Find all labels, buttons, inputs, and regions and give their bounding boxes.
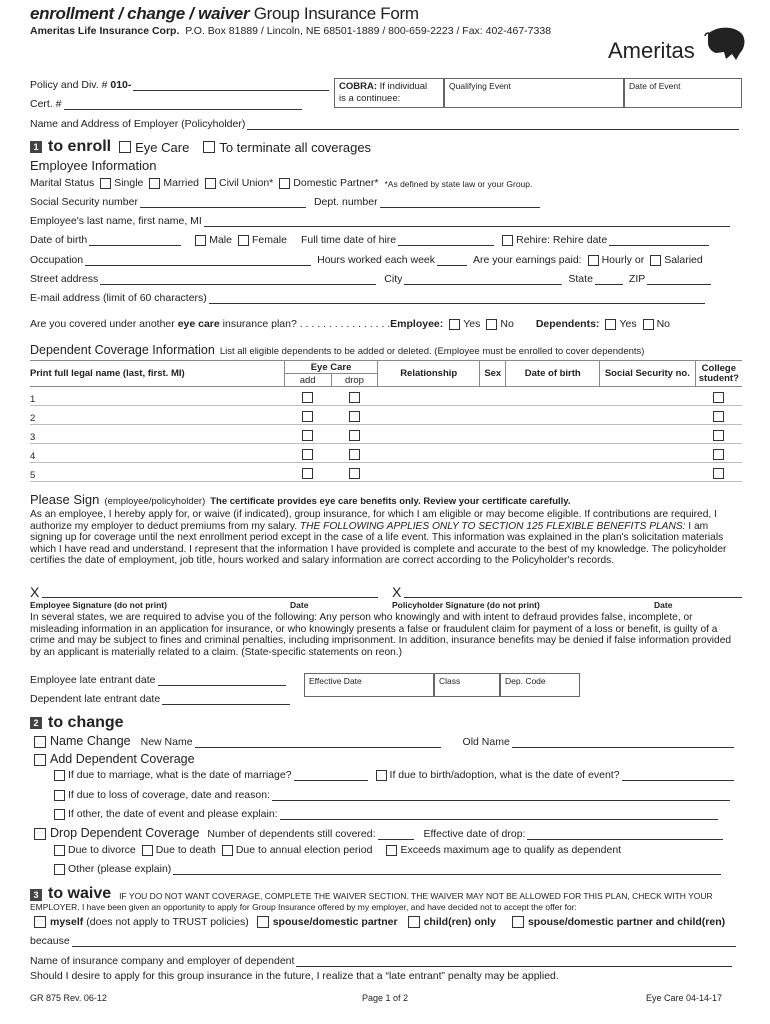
divorce-label: Due to divorce: [68, 844, 136, 856]
date-of-event-box[interactable]: [624, 78, 742, 108]
ssn-cell[interactable]: [600, 444, 696, 463]
company-line: [30, 25, 551, 37]
lastname-label: Employee's last name, first name, MI: [30, 215, 202, 227]
dept-label: Dept. number: [313, 196, 378, 208]
email-label: E-mail address (limit of 60 characters): [30, 292, 207, 304]
employee-late-label: Employee late entrant date: [30, 674, 156, 686]
marriage-row: [50, 769, 736, 781]
policy-field[interactable]: [133, 80, 329, 91]
form-title: [30, 4, 419, 24]
class-box[interactable]: [434, 673, 500, 697]
drop-dependent-row: [30, 826, 725, 840]
dependent-late-row: [30, 693, 292, 705]
state-label: State: [568, 273, 593, 285]
ssn-field[interactable]: [140, 197, 306, 208]
policyholder-date-caption: Date: [654, 600, 673, 610]
street-field[interactable]: [100, 274, 376, 285]
rehire-label: Rehire: Rehire date: [516, 234, 608, 246]
drop-dependent-label: Drop Dependent Coverage: [50, 826, 200, 840]
dep-drop-checkbox[interactable]: [349, 468, 360, 479]
name-change-row: [30, 734, 736, 748]
married-label: Married: [163, 177, 199, 189]
bison-icon: [608, 26, 748, 66]
birth-label: If due to birth/adoption, what is the date of event?: [389, 769, 620, 781]
because-field[interactable]: [72, 936, 736, 947]
ssn-cell[interactable]: [600, 387, 696, 406]
col-name: Print full legal name (last, first. MI): [30, 361, 284, 387]
waiver-options-row: [30, 916, 725, 928]
college-checkbox[interactable]: [713, 392, 724, 403]
hourly-checkbox[interactable]: [588, 255, 599, 266]
dep-drop-checkbox[interactable]: [349, 392, 360, 403]
policy-label: Policy and Div. #: [30, 79, 108, 91]
lastname-field[interactable]: [204, 216, 730, 227]
zip-label: ZIP: [628, 273, 646, 285]
college-checkbox[interactable]: [713, 449, 724, 460]
employee-late-row: [30, 674, 288, 686]
employee-date-caption: Date: [290, 600, 309, 610]
employer-row: [30, 118, 741, 130]
address-row: [30, 273, 713, 285]
cobra-label: COBRA:: [339, 81, 377, 92]
col-add: add: [284, 374, 331, 387]
sign-who: (employee/policyholder): [104, 496, 206, 507]
employee-late-field[interactable]: [158, 675, 286, 686]
annual-checkbox[interactable]: [222, 845, 233, 856]
dep-add-checkbox[interactable]: [302, 392, 313, 403]
section3-number: 3: [30, 889, 42, 901]
dependent-note: List all eligible dependents to be added or deleted. (Employee must be enrolled to cover dependents): [219, 346, 645, 357]
annual-label: Due to annual election period: [235, 844, 373, 856]
effective-drop-field[interactable]: [527, 829, 723, 840]
loss-row: [50, 789, 732, 801]
waiver-caps: IF YOU DO NOT WANT COVERAGE, COMPLETE THE WAIVER SECTION. THE WAIVER MAY NOT BE ALLOWED FOR THIS PLAN, CHECK WITH YOUR: [119, 891, 713, 901]
dependents-no-label: No: [656, 318, 671, 330]
section3-title: to waive: [48, 885, 112, 902]
employer-field[interactable]: [247, 119, 739, 130]
sex-cell[interactable]: [480, 463, 506, 482]
dep-name-cell[interactable]: [30, 444, 284, 463]
covered-q1: Are you covered under another: [30, 318, 175, 330]
relationship-cell[interactable]: [378, 406, 480, 425]
death-checkbox[interactable]: [142, 845, 153, 856]
effective-date-label: Effective Date: [309, 676, 362, 686]
covered-q3: insurance plan? . . . . . . . . . . . . . . . .: [222, 318, 391, 330]
relationship-cell[interactable]: [378, 387, 480, 406]
dob-field[interactable]: [89, 235, 181, 246]
male-label: Male: [209, 234, 232, 246]
section1-header: [30, 138, 371, 156]
company-address: P.O. Box 81889 / Lincoln, NE 68501-1889 / 800-659-2223 / Fax: 402-467-7338: [185, 25, 552, 37]
salaried-checkbox[interactable]: [650, 255, 661, 266]
street-label: Street address: [30, 273, 99, 285]
cobra-text2: is a continuee:: [339, 93, 401, 104]
other-explain-checkbox[interactable]: [54, 864, 65, 875]
single-checkbox[interactable]: [100, 178, 111, 189]
dep-code-box[interactable]: [500, 673, 580, 697]
sign-bold: The certificate provides eye care benefits only. Review your certificate carefully.: [210, 496, 571, 507]
row-number: 4: [30, 451, 36, 462]
dep-add-checkbox[interactable]: [302, 449, 313, 460]
relationship-cell[interactable]: [378, 444, 480, 463]
col-sex: Sex: [480, 361, 506, 387]
col-college: [695, 361, 742, 387]
col-drop: drop: [331, 374, 378, 387]
class-label: Class: [439, 676, 461, 686]
add-dependent-label: Add Dependent Coverage: [50, 752, 195, 766]
dob-row: [30, 234, 711, 246]
title-bold: enrollment / change / waiver: [30, 4, 250, 23]
authorization-paragraph: [30, 509, 742, 567]
drop-dependent-checkbox[interactable]: [34, 828, 46, 840]
myself-checkbox[interactable]: [34, 916, 46, 928]
section2-number: 2: [30, 717, 42, 729]
marriage-label: If due to marriage, what is the date of marriage?: [68, 769, 292, 781]
effective-date-box[interactable]: [304, 673, 434, 697]
employee-signature-caption: Employee Signature (do not print): [30, 600, 167, 610]
cobra-text1: If individual: [379, 81, 428, 92]
col-dob: Date of birth: [506, 361, 600, 387]
dependents-yes-label: Yes: [619, 318, 637, 330]
dob-label: Date of birth: [30, 234, 88, 246]
dep-name-cell[interactable]: [30, 425, 284, 444]
dep-drop-checkbox[interactable]: [349, 411, 360, 422]
drop-cell: [331, 425, 378, 444]
hours-label: Hours worked each week: [317, 254, 436, 266]
dep-drop-checkbox[interactable]: [349, 449, 360, 460]
dep-name-cell[interactable]: [30, 387, 284, 406]
dep-name-cell[interactable]: [30, 463, 284, 482]
employee-x: X: [30, 584, 40, 600]
city-label: City: [384, 273, 403, 285]
divorce-checkbox[interactable]: [54, 845, 65, 856]
col-relationship: Relationship: [378, 361, 480, 387]
domestic-partner-label: Domestic Partner*: [293, 177, 379, 189]
marital-label: Marital Status: [30, 177, 95, 189]
row-number: 2: [30, 413, 36, 424]
dependents-no-checkbox[interactable]: [643, 319, 654, 330]
name-change-checkbox[interactable]: [34, 736, 46, 748]
email-row: [30, 292, 707, 304]
cert-label: Cert. #: [30, 98, 62, 110]
col-college-1: College: [701, 362, 736, 374]
covered-q2: eye care: [177, 318, 220, 330]
col-college-2: student?: [698, 372, 739, 384]
waiver-line2: EMPLOYER. I have been given an opportunity to apply for Group Insurance offered by my employer, and have decided not to accept the offer for:: [30, 902, 577, 912]
section1-title: to enroll: [48, 138, 112, 155]
sex-cell[interactable]: [480, 387, 506, 406]
female-checkbox[interactable]: [238, 235, 249, 246]
form-page: [30, 0, 742, 1024]
title-rest: Group Insurance Form: [253, 4, 419, 23]
state-field[interactable]: [595, 274, 623, 285]
dependent-late-label: Dependent late entrant date: [30, 693, 161, 705]
other-row: [50, 808, 720, 820]
lastname-row: [30, 215, 732, 227]
employer-label: Name and Address of Employer (Policyholder): [30, 118, 246, 130]
female-label: Female: [251, 234, 287, 246]
num-deps-label: Number of dependents still covered:: [207, 828, 376, 840]
dept-field[interactable]: [380, 197, 540, 208]
college-checkbox[interactable]: [713, 430, 724, 441]
ins-company-row: [30, 955, 734, 967]
ssn-cell[interactable]: [600, 425, 696, 444]
hourly-label: Hourly or: [601, 254, 645, 266]
relationship-cell[interactable]: [378, 425, 480, 444]
cert-row: [30, 98, 304, 110]
drop-cell: [331, 463, 378, 482]
add-cell: [284, 425, 331, 444]
auth-text-1: As an employee, I hereby apply for, or waive (if indicated), group insurance, for which I am eligible or may become eligible. If contributions are required, I authorize my employer to deduct premiums from my salary.: [30, 509, 717, 532]
product-code: Eye Care 04-14-17: [646, 993, 723, 1003]
employee-label: Employee:: [390, 318, 444, 330]
exceeds-label: Exceeds maximum age to qualify as dependent: [400, 844, 622, 856]
table-row: [30, 387, 742, 406]
drop-cell: [331, 444, 378, 463]
drop-cell: [331, 406, 378, 425]
eye-care-checkbox[interactable]: [119, 141, 131, 153]
dependent-header: [30, 343, 644, 357]
other-explain-row: [50, 863, 723, 875]
city-field[interactable]: [404, 274, 562, 285]
employee-yes-label: Yes: [463, 318, 481, 330]
add-cell: [284, 387, 331, 406]
dob-cell[interactable]: [506, 444, 600, 463]
add-cell: [284, 463, 331, 482]
married-checkbox[interactable]: [149, 178, 160, 189]
add-dependent-row: [30, 752, 195, 766]
dep-code-label: Dep. Code: [505, 676, 546, 686]
ssn-cell[interactable]: [600, 463, 696, 482]
table-row: [30, 406, 742, 425]
domestic-partner-checkbox[interactable]: [279, 178, 290, 189]
occupation-row: [30, 254, 703, 266]
spouse-children-checkbox[interactable]: [512, 916, 524, 928]
civil-union-label: Civil Union*: [219, 177, 274, 189]
college-checkbox[interactable]: [713, 411, 724, 422]
hire-date-field[interactable]: [398, 235, 494, 246]
rehire-checkbox[interactable]: [502, 235, 513, 246]
add-cell: [284, 444, 331, 463]
other-field[interactable]: [280, 809, 718, 820]
because-row: [30, 935, 738, 947]
policyholder-signature-caption: Policyholder Signature (do not print): [392, 600, 540, 610]
college-cell: [695, 387, 742, 406]
late-entrant-note: Should I desire to apply for this group insurance in the future, I realize that a “late entrant” penalty may be applied.: [30, 970, 559, 982]
salaried-label: Salaried: [664, 254, 703, 266]
myself-label: myself: [50, 916, 84, 928]
other-label: If other, the date of event and please explain:: [68, 808, 278, 820]
policy-prefix: 010-: [110, 79, 132, 91]
children-label: child(ren) only: [423, 916, 496, 928]
dob-cell[interactable]: [506, 425, 600, 444]
col-ssn: Social Security no.: [600, 361, 696, 387]
sex-cell[interactable]: [480, 406, 506, 425]
table-row: [30, 425, 742, 444]
policy-row: [30, 79, 331, 91]
other-explain-field[interactable]: [173, 864, 721, 875]
row-number: 5: [30, 470, 36, 481]
terminate-label: To terminate all coverages: [219, 139, 372, 155]
other-checkbox[interactable]: [54, 809, 65, 820]
dob-cell[interactable]: [506, 463, 600, 482]
marriage-date-field[interactable]: [294, 770, 368, 781]
relationship-cell[interactable]: [378, 463, 480, 482]
other-coverage-row: [30, 318, 670, 330]
dep-add-checkbox[interactable]: [302, 411, 313, 422]
spouse-children-label: spouse/domestic partner and child(ren): [527, 916, 726, 928]
page-number: Page 1 of 2: [362, 993, 409, 1003]
occupation-field[interactable]: [85, 255, 311, 266]
qualifying-event-box[interactable]: [444, 78, 624, 108]
table-row: [30, 463, 742, 482]
name-change-label: Name Change: [50, 734, 131, 748]
ssn-cell[interactable]: [600, 406, 696, 425]
employee-info-heading: Employee Information: [30, 158, 157, 173]
section1-number: 1: [30, 141, 42, 153]
loss-label: If due to loss of coverage, date and reason:: [68, 789, 270, 801]
qualifying-event-label: Qualifying Event: [449, 81, 511, 91]
add-dependent-checkbox[interactable]: [34, 754, 46, 766]
occupation-label: Occupation: [30, 254, 84, 266]
sign-title: Please Sign: [30, 492, 100, 507]
drop-cell: [331, 387, 378, 406]
college-cell: [695, 425, 742, 444]
civil-union-checkbox[interactable]: [205, 178, 216, 189]
section3-header: [30, 885, 713, 903]
col-eye-care: Eye Care: [284, 361, 378, 374]
terminate-checkbox[interactable]: [203, 141, 215, 153]
ins-company-label: Name of insurance company and employer of dependent: [30, 955, 295, 967]
employee-signature-line[interactable]: [42, 584, 378, 598]
dep-add-checkbox[interactable]: [302, 430, 313, 441]
loss-field[interactable]: [272, 790, 730, 801]
old-name-label: Old Name: [462, 736, 510, 748]
new-name-field[interactable]: [195, 737, 441, 748]
logo-text: Ameritas: [608, 38, 695, 63]
hours-field[interactable]: [437, 255, 467, 266]
fraud-paragraph: In several states, we are required to advise you of the following: Any person who knowingly and with intent to defraud provides false, incomplete, or misleading information in an application for insurance, or who knowingly presents a false or fraudulent claim for payment of a loss or benefit, is guilty of a crime and may be subject to fines and criminal penalties, including imprisonment. In addition, insurance benefits may be denied if false information provided by an applicant is materially related to a claim. (State-specific statements on reon.): [30, 612, 732, 658]
date-of-event-label: Date of Event: [629, 81, 681, 91]
dependent-table: [30, 360, 742, 482]
myself-note: (does not apply to TRUST policies): [86, 916, 249, 928]
company-name: Ameritas Life Insurance Corp.: [30, 25, 180, 37]
dep-drop-checkbox[interactable]: [349, 430, 360, 441]
drop-reasons-row: [50, 844, 621, 856]
dob-cell[interactable]: [506, 387, 600, 406]
loss-checkbox[interactable]: [54, 790, 65, 801]
employee-no-checkbox[interactable]: [486, 319, 497, 330]
college-cell: [695, 444, 742, 463]
sex-cell[interactable]: [480, 425, 506, 444]
death-label: Due to death: [155, 844, 216, 856]
num-deps-field[interactable]: [378, 829, 414, 840]
row-number: 3: [30, 432, 36, 443]
birth-date-field[interactable]: [622, 770, 734, 781]
section2-header: [30, 714, 124, 732]
cobra-box: [334, 78, 444, 108]
old-name-field[interactable]: [512, 737, 734, 748]
new-name-label: New Name: [140, 736, 193, 748]
exceeds-checkbox[interactable]: [386, 845, 397, 856]
form-number: GR 875 Rev. 06-12: [30, 993, 107, 1003]
ins-company-field[interactable]: [296, 956, 732, 967]
dependents-label: Dependents:: [535, 318, 600, 330]
dep-name-cell[interactable]: [30, 406, 284, 425]
spouse-label: spouse/domestic partner: [272, 916, 398, 928]
auth-text-rest: I am signing up for coverage until the next enrollment period except in the case of a life event. This information was explained in the plan's solicitation materials which I have read and understand. I represent that the information I have provided is complete and accurate to the best of my knowledge. The policyholder certifies the date of employment, job title, hours worked and salary information are correct according to the Policyholder's records.: [30, 520, 727, 566]
zip-field[interactable]: [647, 274, 711, 285]
marital-row: [30, 177, 532, 189]
dep-add-checkbox[interactable]: [302, 468, 313, 479]
sex-cell[interactable]: [480, 444, 506, 463]
dependents-yes-checkbox[interactable]: [605, 319, 616, 330]
section2-title: to change: [48, 714, 124, 731]
policyholder-x: X: [392, 584, 402, 600]
single-label: Single: [114, 177, 144, 189]
add-cell: [284, 406, 331, 425]
hire-date-label: Full time date of hire: [300, 234, 397, 246]
auth-text-italic: THE FOLLOWING APPLIES ONLY TO SECTION 125 FLEXIBLE BENEFITS PLANS:: [299, 520, 686, 532]
ssn-row: [30, 196, 542, 208]
policyholder-signature-line[interactable]: [404, 584, 742, 598]
defined-note: *As defined by state law or your Group.: [384, 179, 533, 189]
marriage-checkbox[interactable]: [54, 770, 65, 781]
ssn-label: Social Security number: [30, 196, 138, 208]
spouse-checkbox[interactable]: [257, 916, 269, 928]
ameritas-logo: [608, 26, 748, 66]
table-row: [30, 444, 742, 463]
row-number: 1: [30, 394, 36, 405]
cert-field[interactable]: [64, 99, 302, 110]
college-cell: [695, 463, 742, 482]
because-label: because: [30, 935, 70, 947]
dob-cell[interactable]: [506, 406, 600, 425]
eye-care-label: Eye Care: [135, 139, 190, 155]
other-explain-label: Other (please explain): [68, 863, 172, 875]
employee-no-label: No: [500, 318, 514, 330]
dependent-late-field[interactable]: [162, 694, 290, 705]
employee-yes-checkbox[interactable]: [449, 319, 460, 330]
male-checkbox[interactable]: [195, 235, 206, 246]
effective-drop-label: Effective date of drop:: [423, 828, 526, 840]
email-field[interactable]: [209, 293, 705, 304]
college-cell: [695, 406, 742, 425]
earnings-label: Are your earnings paid:: [473, 254, 582, 266]
children-checkbox[interactable]: [408, 916, 420, 928]
dependent-title: Dependent Coverage Information: [30, 343, 215, 357]
birth-checkbox[interactable]: [376, 770, 387, 781]
rehire-date-field[interactable]: [609, 235, 709, 246]
college-checkbox[interactable]: [713, 468, 724, 479]
sign-header: [30, 492, 571, 507]
